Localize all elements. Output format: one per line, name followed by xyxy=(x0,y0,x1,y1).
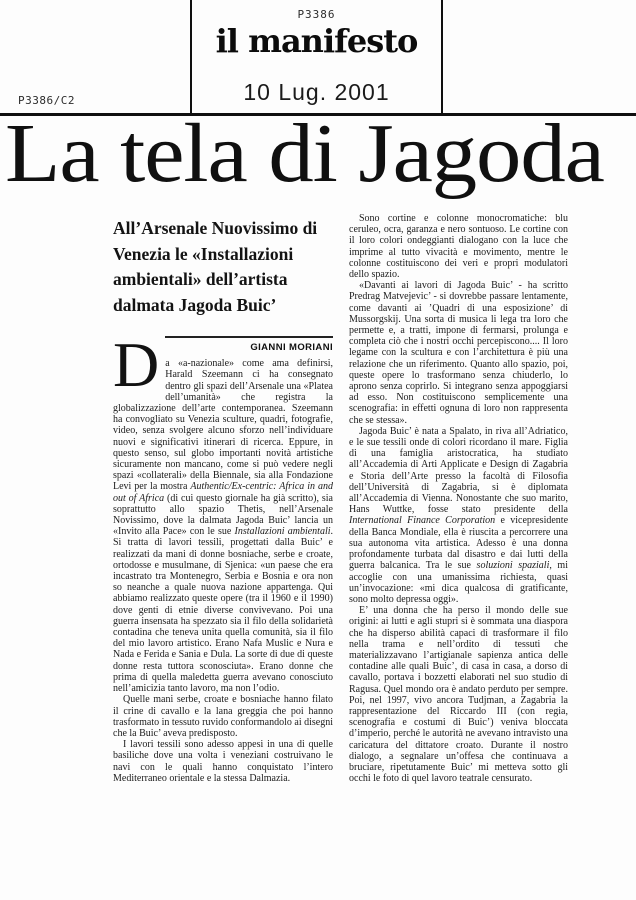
issue-date: 10 Lug. 2001 xyxy=(243,79,390,105)
clipping-code: P3386 xyxy=(297,8,336,21)
byline: GIANNI MORIANI xyxy=(250,342,333,353)
article-paragraph: Jagoda Buic’ è nata a Spalato, in riva all’Adriatico, e le sue tessili onde di colori ricordano il mare. Figlia di una famiglia aristocratica, ha studiato all’Accademia di Arti Applicate e Design di Zagabria e Storia dell’Arte presso la facoltà di Filosofia dell’Università di Zagabria, si è diplomata all’Accademia di Vienna. Nonostante che suo marito, Hans Wuttke, fosse stato presidente della International Finance Corporation e vicepresidente della Banca Mondiale, ella è riuscita a percorrere una sua autonoma vita artistica. Adesso è una donna profondamente turbata dal disastro e dai lutti della guerra balcanica. Tra le sue soluzioni spaziali, mi accoglie con una umanissima richiesta, quasi un’invocazione: «mi dica qualcosa di gratificante, sono molto depressa oggi». xyxy=(349,425,569,605)
article-paragraph: Quelle mani serbe, croate e bosniache hanno filato il crine di cavallo e la lana greggia che poi hanno trasformato in tessuto ruvido conformandolo ai disegni che la Buic’ aveva predisposto. xyxy=(113,694,333,739)
dropcap: D xyxy=(113,329,160,400)
byline-rule xyxy=(165,336,333,338)
masthead-title: il manifesto xyxy=(215,22,418,60)
standfirst: All’Arsenale Nuovissimo di Venezia le «Installazioni ambientali» dell’artista dalmata Jagoda Buic’ xyxy=(113,218,318,315)
article-paragraph: Sono cortine e colonne monocromatiche: blu ceruleo, ocra, garanza e nero sontuoso. Le cortine con il loro colori ondeggianti dialogano con la luce che imprime al tutto vivacità e movimento, mentre le colonne costituiscono dei veri e propri modulatori dello spazio. xyxy=(349,213,568,281)
article-paragraph: a «a-nazionale» come ama definirsi, Harald Szeemann ci ha consegnato dentro gli spazi dell’Arsenale una «Platea dell’umanità» che registra la globalizzazione dell’arte contemporanea. Szeemann ha convogliato su Venezia sculture, quadri, fotografie, video, senza svolgere alcuno sforzo nell’individuare nuovi e significativi itinerari di ricerca. Eppure, in questo senso, sul globo importanti novità artistiche sicuramente non mancano, come si può vedere negli spazi «collaterali» della Biennale, sia alla Fondazione Levi per la mostra Authentic/Ex-centric: Africa in and out of Africa (di cui questo giornale ha già scritto), sia soprattutto allo spazio Thetis, nell’Arsenale Novissimo, dove la dalmata Jagoda Buic’ lancia un «Invito alla Pace» con le sue Installazioni ambientali. Si tratta di lavori tessili, progettati dalla Buic’ e realizzati da mani di donne bosniache, serbe e croate, ortodosse e musulmane, di Sjenica: «un paese che era incastrato tra Montenegro, Serbia e Bosnia e ora non so neanche a quale nuova nazione appartenga. Qui abbiamo realizzato queste opere (tra il 1960 e il 1990) dove genti di etnie diverse convivevano. Poi una guerra insensata ha spezzato sia il filo della solidarietà contadina che teneva unita quella comunità, sia il filo del mio lavoro artistico. Erano Nafa Muslic e Nura e Nada e Ferida e Sania e Dula. La sorte di due di queste donne resta tuttora sconosciuta». Erano donne che prima di quella maledetta guerra avevano conosciuto nell’amicizia tanto lavoro, ma non l’odio. xyxy=(113,358,333,695)
article-paragraph: «Davanti ai lavori di Jagoda Buic’ - ha scritto Predrag Matvejevic’ - si dovrebbe passare lentamente, come davanti ai ’Quadri di una esposizione’ di Mussorgskij. Una sorta di musica li lega tra loro che permette e, a tratti, impone di fermarsi, prolunga e completa ciò che i nostri occhi percepiscono.... Il loro legame con la scultura e con l’architettura è più una relazione che un riferimento. Quanto allo spazio, poi, queste opere lo trasformano senza chiuderlo, lo aprono senza coprirlo. Si integrano senza appoggiarsi ad esso. Non costituiscono semplicemente una scenografia: in effetti ognuna di loro non rappresenta che se stessa». xyxy=(349,280,568,426)
masthead-box xyxy=(190,0,443,113)
clipping-code-left: P3386/C2 xyxy=(18,94,75,107)
article-column-left xyxy=(113,329,333,784)
headline: La tela di Jagoda xyxy=(5,107,604,200)
article-column-right xyxy=(349,213,568,784)
byline-block xyxy=(165,336,333,358)
article-paragraph: E’ una donna che ha perso il mondo delle sue origini: ai lutti e agli stupri si è sommata una diaspora che ha disperso abilità capaci di trasformare il filo nella trama e nell’ordito di tessuti che materializzavano l’artigianale sapienza antica delle contadine alle quali Buic’, di casa in casa, a dorso di cavallo, portava i bozzetti elaborati nel suo studio di Ragusa. Quel mondo ora è andato perduto per sempre. Poi, nel 1997, vivo ancora Tudjman, a Zagabria la rappresentazione del Riccardo III (con regia, scenografia e costumi di Buic’) veniva bloccata d’imperio, perché le autorità ne avevano intravisto una caricatura del dittatore croato. Durante il nostro dialogo, a segnalare un’offesa che continuava a bruciare, ripetutamente Buic’ mi metteva sotto gli occhi le foto di quel lavoro teatrale censurato. xyxy=(349,605,568,785)
article-paragraph: I lavori tessili sono adesso appesi in una di quelle basiliche dove una volta i veneziani costruivano le navi con le quali hanno conquistato l’intero Mediterraneo orientale e la stessa Dalmazia. xyxy=(113,739,333,784)
